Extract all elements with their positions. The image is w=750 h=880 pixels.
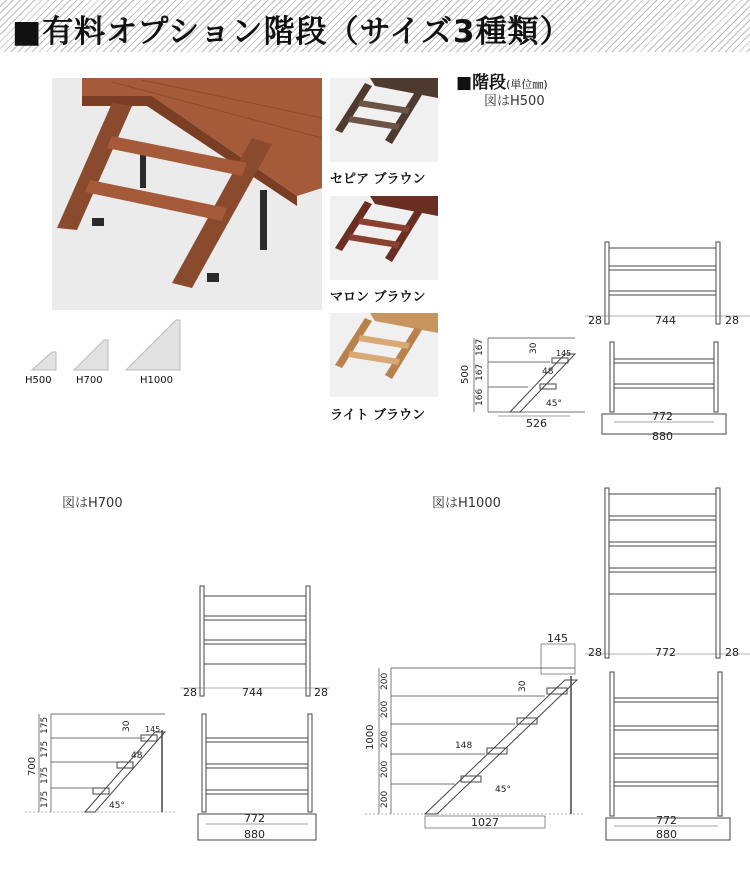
- h1000-step-2: 200: [380, 700, 390, 718]
- light-stair-icon: [330, 313, 438, 397]
- h700-step-4: 175: [40, 790, 50, 808]
- h700-front-side-left: 28: [183, 686, 197, 699]
- h500-front-view: [585, 236, 750, 331]
- h500-height: 500: [460, 364, 471, 384]
- h1000-tread2: 148: [455, 741, 473, 751]
- h1000-step-5: 200: [380, 790, 390, 808]
- h1000-back-view: [600, 668, 740, 848]
- h1000-label: H1000: [140, 375, 173, 386]
- h1000-step-4: 200: [380, 760, 390, 778]
- h700-tread: 145: [145, 725, 161, 734]
- h700-tread2: 48: [131, 751, 143, 761]
- unit-label: (単位㎜): [506, 78, 548, 91]
- h500-front-width: 744: [655, 314, 676, 327]
- h500-step-1: 167: [475, 338, 485, 356]
- maron-brown-label: マロン ブラウン: [330, 290, 426, 305]
- sepia-brown-swatch: [330, 78, 438, 162]
- h500-label: H500: [25, 375, 52, 386]
- sepia-stair-icon: [330, 78, 438, 162]
- h700-angle: 45°: [109, 801, 125, 811]
- h1000-silhouette: [126, 320, 180, 370]
- h1000-step-3: 200: [380, 730, 390, 748]
- h500-top: 30: [529, 342, 539, 354]
- h1000-front-width: 772: [655, 646, 676, 659]
- h700-step-1: 175: [40, 716, 50, 734]
- maron-brown-swatch: [330, 196, 438, 280]
- maron-stair-icon: [330, 196, 438, 280]
- h500-side-view: [460, 334, 590, 434]
- h500-base: 526: [526, 417, 547, 430]
- h700-back-view: [190, 710, 325, 845]
- h700-silhouette: [74, 340, 108, 370]
- h1000-front-side-right: 28: [725, 646, 739, 659]
- page-header: [0, 0, 750, 52]
- h500-note: 図はH500: [484, 94, 545, 109]
- h700-front-view: [180, 578, 330, 703]
- h500-step-3: 166: [475, 388, 485, 406]
- h700-front-width: 744: [242, 686, 263, 699]
- sepia-brown-label: セピア ブラウン: [330, 172, 426, 187]
- h500-step-2: 167: [475, 363, 485, 381]
- light-brown-label: ライト ブラウン: [330, 408, 426, 423]
- stair-photo: [52, 78, 322, 310]
- h700-side-view: [25, 710, 175, 820]
- h1000-side-view: [365, 632, 585, 842]
- h1000-note: 図はH1000: [432, 496, 501, 511]
- h500-tread2: 48: [542, 367, 554, 377]
- h500-angle: 45°: [546, 399, 562, 409]
- h1000-step-1: 200: [380, 672, 390, 690]
- h500-tread: 145: [556, 349, 572, 358]
- h500-front-side-right: 28: [725, 314, 739, 327]
- h500-back-outer: 880: [652, 430, 673, 443]
- h700-back-inner: 772: [244, 812, 265, 825]
- page-title: ■有料オプション階段（サイズ3種類）: [12, 14, 572, 50]
- h1000-height: 1000: [365, 724, 376, 750]
- h700-label: H700: [76, 375, 103, 386]
- h500-back-view: [596, 334, 736, 444]
- h500-back-inner: 772: [652, 410, 673, 423]
- h1000-base: 1027: [471, 816, 499, 829]
- h1000-back-inner: 772: [656, 814, 677, 827]
- h700-front-side-right: 28: [314, 686, 328, 699]
- h1000-top: 30: [518, 680, 528, 692]
- stair-illustration: [52, 78, 322, 310]
- light-brown-swatch: [330, 313, 438, 397]
- h1000-front-view: [585, 484, 750, 664]
- h1000-front-side-left: 28: [588, 646, 602, 659]
- h500-silhouette: [32, 352, 56, 370]
- stair-silhouettes: [20, 318, 190, 374]
- section-title-text: ■階段: [456, 73, 507, 93]
- h500-front-side-left: 28: [588, 314, 602, 327]
- h700-step-2: 175: [40, 740, 50, 758]
- h700-note: 図はH700: [62, 496, 123, 511]
- h700-height: 700: [27, 756, 38, 776]
- h1000-angle: 45°: [495, 785, 511, 795]
- h700-back-outer: 880: [244, 828, 265, 841]
- h700-step-3: 175: [40, 766, 50, 784]
- h700-top: 30: [122, 720, 132, 732]
- h1000-back-outer: 880: [656, 828, 677, 841]
- h1000-tread: 145: [547, 632, 568, 645]
